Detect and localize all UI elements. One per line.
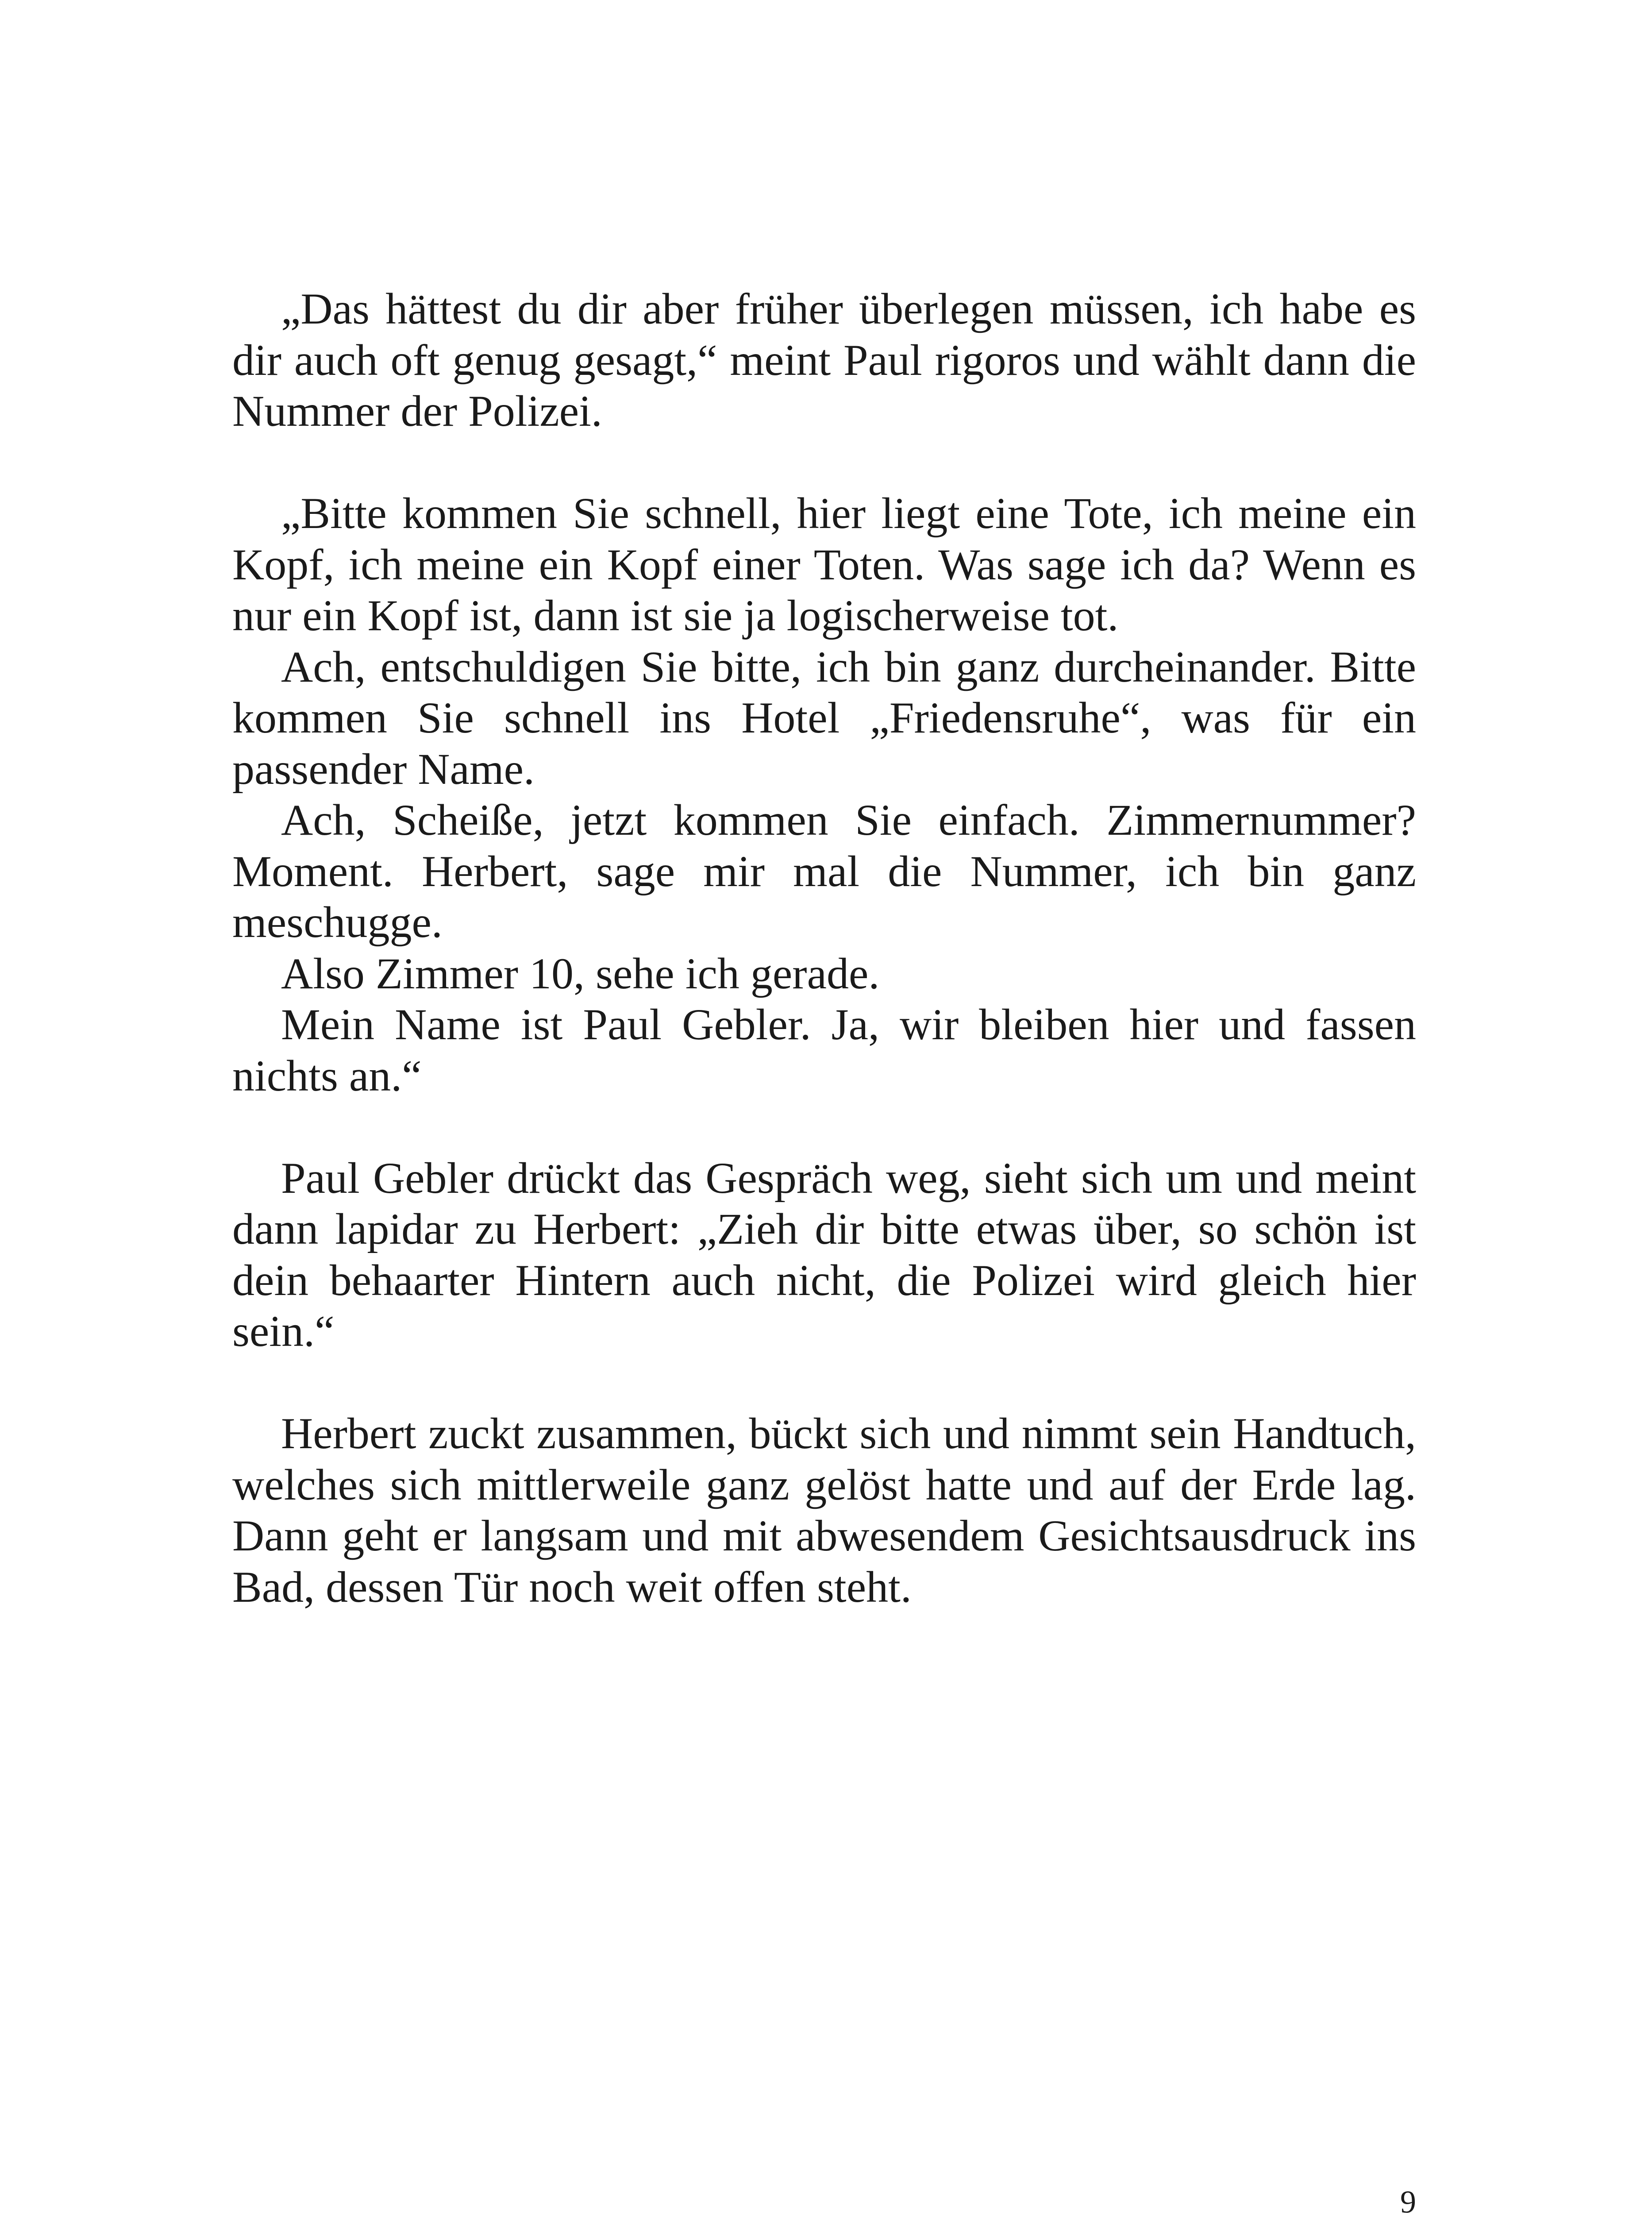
paragraph: „Bitte kommen Sie schnell, hier liegt eine Tote, ich meine ein Kopf, ich meine ein Kopf einer Toten. Was sage ich da? Wenn es nur ein Kopf ist, dann ist sie ja logischerweise tot.: [232, 489, 1416, 640]
paragraph: Paul Gebler drückt das Gespräch weg, sieht sich um und meint dann lapidar zu Herbert: „Zieh dir bitte etwas über, so schön ist dein behaarter Hintern auch nicht, die Polizei wird gleich hier sein.“: [232, 1153, 1416, 1356]
body-text: [232, 283, 1416, 1612]
paragraph: Mein Name ist Paul Gebler. Ja, wir bleiben hier und fassen nichts an.“: [232, 1000, 1416, 1100]
paragraph: Also Zimmer 10, sehe ich gerade.: [281, 948, 880, 998]
paragraph: „Das hättest du dir aber früher überlegen müssen, ich habe es dir auch oft genug gesagt,“ meint Paul rigoros und wählt dann die Nummer der Polizei.: [232, 284, 1416, 436]
page-number: 9: [1400, 2184, 1416, 2213]
paragraph: Herbert zuckt zusammen, bückt sich und nimmt sein Handtuch, welches sich mittlerweile ganz gelöst hatte und auf der Erde lag. Dann geht er langsam und mit abwesendem Gesichtsausdruck ins Bad, dessen Tür noch weit offen steht.: [232, 1409, 1416, 1612]
paragraph: Ach, entschuldigen Sie bitte, ich bin ganz durcheinander. Bitte kommen Sie schnell ins Hotel „Friedensruhe“, was für ein passender Name.: [232, 642, 1416, 794]
paragraph: Ach, Scheiße, jetzt kommen Sie einfach. Zimmernummer? Moment. Herbert, sage mir mal die Nummer, ich bin ganz meschugge.: [232, 795, 1416, 947]
